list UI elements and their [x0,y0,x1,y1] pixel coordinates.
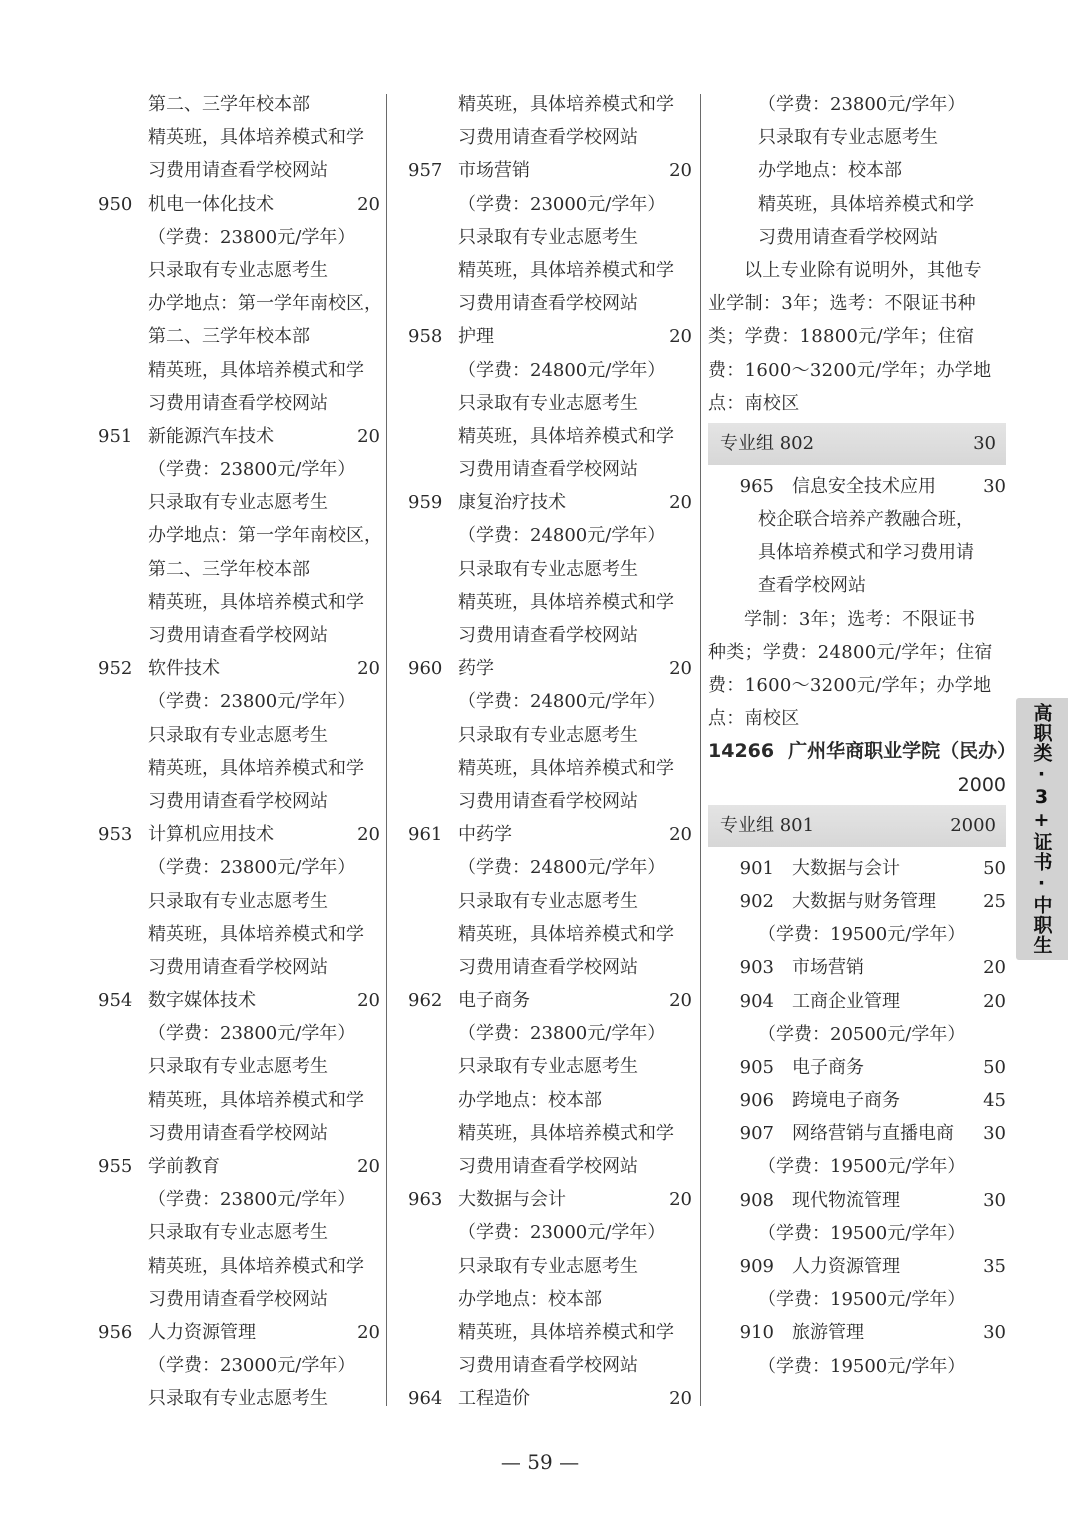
detail-line: 只录取有专业志愿考生 [148,890,328,912]
major-name: 电子商务 [458,990,530,1012]
major-quota: 20 [357,1321,380,1343]
major-code: 906 [739,1090,774,1112]
major-entry [708,1250,1006,1283]
detail-line: 校企联合培养产教融合班， [758,509,974,531]
detail-line: 只录取有专业志愿考生 [458,724,638,746]
major-quota: 50 [983,857,1006,879]
major-quota: 20 [669,160,692,182]
column-left [98,88,380,1416]
detail-line: 精英班，具体培养模式和学 [148,757,364,779]
major-quota: 20 [669,1189,692,1211]
major-entry [708,470,1006,503]
major-quota: 20 [357,824,380,846]
major-code: 905 [739,1056,774,1078]
major-entry [708,951,1006,984]
major-quota: 20 [669,824,692,846]
major-code: 958 [408,326,443,348]
detail-line: 精英班，具体培养模式和学 [458,94,674,115]
major-code: 902 [739,890,774,912]
detail-line: 精英班，具体培养模式和学 [148,923,364,945]
school-name: 广州华商职业学院（民办） [788,740,1017,763]
detail-line: 习费用请查看学校网站 [458,1156,638,1177]
major-name: 信息安全技术应用 [792,475,936,497]
major-code: 960 [408,658,443,680]
detail-line: 习费用请查看学校网站 [458,625,638,646]
school-total-quota: 2000 [957,773,1006,796]
detail-line: 办学地点：校本部 [458,1288,602,1310]
detail-line: 办学地点：第一学年南校区， [148,525,382,547]
detail-line: 精英班，具体培养模式和学 [148,1255,364,1277]
major-entry [408,486,692,519]
detail-line: （学费：20500元/学年） [758,1023,966,1045]
major-quota: 20 [669,492,692,514]
major-entry [708,885,1006,918]
major-entry [708,985,1006,1018]
detail-line: 办学地点：校本部 [458,1089,602,1111]
detail-line: 精英班，具体培养模式和学 [148,591,364,613]
major-name: 数字媒体技术 [148,990,256,1012]
major-code: 961 [408,824,443,846]
major-code: 910 [739,1322,774,1344]
major-quota: 20 [983,957,1006,979]
major-name: 计算机应用技术 [148,824,274,846]
detail-line: 只录取有专业志愿考生 [458,1056,638,1078]
major-name: 软件技术 [148,658,220,680]
major-name: 康复治疗技术 [458,492,566,514]
major-code: 901 [739,857,774,879]
detail-line: 精英班，具体培养模式和学 [458,259,674,281]
major-code: 957 [408,160,443,182]
column-middle [408,88,692,1416]
detail-line: 精英班，具体培养模式和学 [148,359,364,381]
major-entry [708,1084,1006,1117]
major-entry [408,818,692,851]
detail-line: 查看学校网站 [758,575,866,597]
major-code: 950 [98,193,133,215]
detail-line: （学费：23800元/学年） [148,691,356,713]
detail-line: 办学地点：校本部 [758,160,902,182]
detail-line: （学费：23800元/学年） [758,94,966,115]
major-code: 952 [98,658,133,680]
note-text: 类；学费：18800元/学年；住宿 [708,326,975,348]
note-text: 点：南校区 [708,392,800,414]
major-entry [408,154,692,187]
major-entry [98,818,380,851]
major-code: 951 [98,425,133,447]
page-number: — 59 — [500,1450,580,1474]
major-quota: 30 [983,475,1006,497]
detail-line: 只录取有专业志愿考生 [148,1388,328,1410]
major-entry [708,852,1006,885]
group-name: 专业组 802 [720,432,815,454]
major-name: 电子商务 [792,1056,864,1078]
detail-line: 精英班，具体培养模式和学 [458,591,674,613]
note-text: 点：南校区 [708,708,800,730]
detail-line: 习费用请查看学校网站 [148,956,328,978]
major-quota: 30 [983,1123,1006,1145]
detail-line: 只录取有专业志愿考生 [458,392,638,414]
major-quota: 25 [983,890,1006,912]
section-side-tab: 高职类·3+证书·中职生 [1016,698,1068,960]
major-code: 956 [98,1321,133,1343]
detail-line: 习费用请查看学校网站 [458,459,638,481]
detail-line: 习费用请查看学校网站 [758,226,938,248]
major-name: 机电一体化技术 [148,193,274,215]
detail-line: 只录取有专业志愿考生 [458,1255,638,1277]
detail-line: （学费：23000元/学年） [458,193,666,215]
major-entry [98,1150,380,1183]
major-name: 旅游管理 [792,1322,864,1344]
detail-line: 第二、三学年校本部 [148,94,310,115]
detail-line: （学费：23800元/学年） [458,1023,666,1045]
major-entry [98,188,380,221]
major-name: 市场营销 [792,957,864,979]
major-code: 965 [739,475,774,497]
column-divider [386,94,387,1406]
detail-line: 习费用请查看学校网站 [148,160,328,182]
major-code: 907 [739,1123,774,1145]
major-code: 953 [98,824,133,846]
major-quota: 20 [357,193,380,215]
detail-line: （学费：24800元/学年） [458,691,666,713]
detail-line: 习费用请查看学校网站 [458,790,638,812]
group-name: 专业组 801 [720,814,815,836]
major-name: 学前教育 [148,1156,220,1177]
detail-line: 只录取有专业志愿考生 [458,226,638,248]
major-code: 955 [98,1156,133,1177]
detail-line: 习费用请查看学校网站 [458,293,638,315]
detail-line: （学费：23000元/学年） [458,1222,666,1244]
detail-line: 习费用请查看学校网站 [458,1355,638,1377]
major-entry [98,1316,380,1349]
detail-line: 第二、三学年校本部 [148,558,310,580]
detail-line: 精英班，具体培养模式和学 [148,1089,364,1111]
detail-line: 精英班，具体培养模式和学 [148,127,364,149]
detail-line: （学费：23800元/学年） [148,459,356,481]
detail-line: （学费：23800元/学年） [148,1189,356,1211]
major-quota: 20 [357,658,380,680]
detail-line: 只录取有专业志愿考生 [458,890,638,912]
major-code: 962 [408,990,443,1012]
detail-line: 习费用请查看学校网站 [148,1288,328,1310]
detail-line: （学费：23000元/学年） [148,1355,356,1377]
major-name: 大数据与财务管理 [792,890,936,912]
major-group-header [708,423,1006,465]
detail-line: 只录取有专业志愿考生 [148,259,328,281]
detail-line: 精英班，具体培养模式和学 [458,1321,674,1343]
detail-line: 习费用请查看学校网站 [148,1122,328,1144]
major-quota: 20 [669,658,692,680]
major-entry [98,652,380,685]
detail-line: （学费：19500元/学年） [758,924,966,946]
major-entry [408,984,692,1017]
major-quota: 45 [983,1090,1006,1112]
major-quota: 20 [669,990,692,1012]
major-quota: 20 [669,1388,692,1410]
major-quota: 20 [357,990,380,1012]
detail-line: 习费用请查看学校网站 [458,956,638,978]
detail-line: 只录取有专业志愿考生 [148,724,328,746]
note-text: 费：1600～3200元/学年；办学地 [708,359,992,381]
major-code: 908 [739,1189,774,1211]
major-name: 药学 [458,658,494,680]
major-group-header [708,805,1006,847]
column-right [708,88,1017,1383]
detail-line: （学费：23800元/学年） [148,1023,356,1045]
column-divider [700,94,701,1406]
major-quota: 20 [357,1156,380,1177]
major-code: 903 [739,957,774,979]
detail-line: 具体培养模式和学习费用请 [758,542,974,564]
detail-line: （学费：23800元/学年） [148,226,356,248]
major-name: 中药学 [458,824,512,846]
detail-line: 精英班，具体培养模式和学 [458,757,674,779]
major-entry [408,652,692,685]
major-entry [708,1184,1006,1217]
major-entry [708,1117,1006,1150]
major-name: 现代物流管理 [792,1189,900,1211]
detail-line: 只录取有专业志愿考生 [148,1056,328,1078]
detail-line: 精英班，具体培养模式和学 [758,193,974,215]
detail-line: 只录取有专业志愿考生 [148,492,328,514]
major-code: 904 [739,990,774,1012]
detail-line: （学费：24800元/学年） [458,359,666,381]
major-quota: 20 [357,425,380,447]
major-code: 909 [739,1256,774,1277]
detail-line: 只录取有专业志愿考生 [148,1222,328,1244]
major-entry [98,420,380,453]
major-name: 网络营销与直播电商 [792,1123,954,1145]
note-text: 学制：3年；选考：不限证书 [744,608,976,630]
school-code: 14266 [708,740,775,763]
major-quota: 20 [669,326,692,348]
group-quota: 2000 [950,814,996,836]
note-text: 费：1600～3200元/学年；办学地 [708,675,992,696]
detail-line: 精英班，具体培养模式和学 [458,923,674,945]
major-quota: 50 [983,1056,1006,1078]
major-entry [408,1183,692,1216]
major-quota: 30 [983,1322,1006,1344]
detail-line: 习费用请查看学校网站 [148,392,328,414]
school-header [708,735,1017,768]
detail-line: 只录取有专业志愿考生 [458,558,638,580]
detail-line: 精英班，具体培养模式和学 [458,425,674,447]
detail-line: 第二、三学年校本部 [148,326,310,348]
detail-line: 办学地点：第一学年南校区， [148,293,382,315]
detail-line: 精英班，具体培养模式和学 [458,1122,674,1144]
detail-line: （学费：19500元/学年） [758,1355,966,1377]
major-name: 跨境电子商务 [792,1090,900,1112]
detail-line: 习费用请查看学校网站 [148,625,328,646]
major-name: 工商企业管理 [792,990,900,1012]
major-entry [98,984,380,1017]
detail-line: （学费：24800元/学年） [458,857,666,879]
major-name: 新能源汽车技术 [148,425,274,447]
detail-line: 只录取有专业志愿考生 [758,127,938,149]
major-name: 人力资源管理 [792,1256,900,1277]
major-name: 护理 [458,326,494,348]
detail-line: （学费：24800元/学年） [458,525,666,547]
major-entry [708,1316,1006,1349]
note-text: 种类；学费：24800元/学年；住宿 [708,641,993,663]
group-quota: 30 [973,432,996,454]
detail-line: （学费：19500元/学年） [758,1222,966,1244]
major-code: 964 [408,1388,443,1410]
major-entry [708,1051,1006,1084]
detail-line: （学费：19500元/学年） [758,1289,966,1311]
major-quota: 30 [983,1189,1006,1211]
major-name: 市场营销 [458,160,530,182]
major-name: 人力资源管理 [148,1321,256,1343]
major-code: 959 [408,492,443,514]
major-entry [408,1382,692,1415]
detail-line: （学费：19500元/学年） [758,1156,966,1178]
major-entry [408,320,692,353]
major-name: 大数据与会计 [458,1189,566,1211]
note-text: 业学制：3年；选考：不限证书种 [708,293,976,315]
major-name: 大数据与会计 [792,857,900,879]
major-quota: 35 [983,1256,1006,1277]
major-name: 工程造价 [458,1388,530,1410]
major-code: 963 [408,1189,443,1211]
major-quota: 20 [983,990,1006,1012]
detail-line: 习费用请查看学校网站 [458,127,638,149]
major-code: 954 [98,990,133,1012]
detail-line: 习费用请查看学校网站 [148,790,328,812]
detail-line: （学费：23800元/学年） [148,857,356,879]
note-text: 以上专业除有说明外，其他专 [744,259,982,281]
